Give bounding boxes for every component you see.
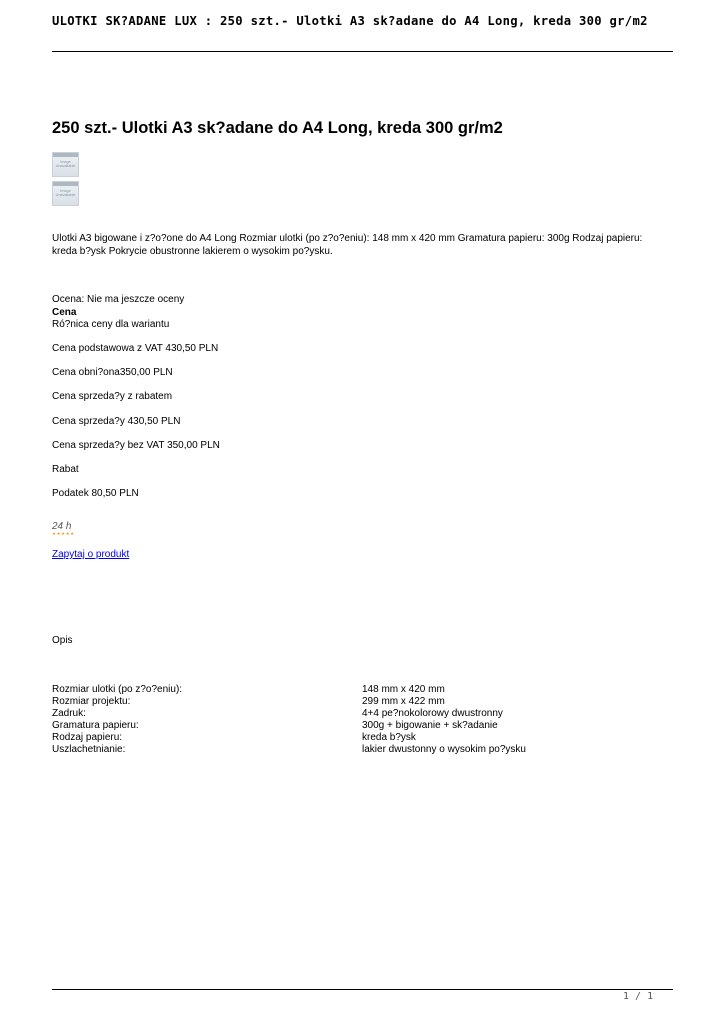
running-header: ULOTKI SK?ADANE LUX : 250 szt.- Ulotki A3 sk?adane do A4 Long, kreda 300 gr/m2 <box>52 14 648 28</box>
ask-about-product-link[interactable]: Zapytaj o produkt <box>52 549 130 560</box>
header-divider <box>52 51 673 52</box>
spec-label: Uszlachetnianie: <box>52 744 126 755</box>
reduced-price: Cena obni?ona350,00 PLN <box>52 367 173 378</box>
delivery-24h-logo: 24 h <box>52 521 72 532</box>
placeholder-text: Image <box>60 189 71 193</box>
spec-value: lakier dwustonny o wysokim po?ysku <box>362 744 526 755</box>
product-title: 250 szt.- Ulotki A3 sk?adane do A4 Long, kreda 300 gr/m2 <box>52 119 503 137</box>
variant-price-diff: Ró?nica ceny dla wariantu <box>52 319 170 330</box>
placeholder-text: Unavailable <box>55 193 76 197</box>
image-placeholder-icon <box>53 182 78 186</box>
image-placeholder-icon <box>53 153 78 157</box>
product-description: Ulotki A3 bigowane i z?o?one do A4 Long Rozmiar ulotki (po z?o?eniu): 148 mm x 420 mm Gramatura papieru: 300g Rodzaj papieru: kreda b?ysk Pokrycie obustronne lakierem o wysokim po?ysku. <box>52 233 643 257</box>
spec-label: Rozmiar projektu: <box>52 696 131 707</box>
tax-amount: Podatek 80,50 PLN <box>52 488 139 499</box>
spec-value: 300g + bigowanie + sk?adanie <box>362 720 498 731</box>
rating-text: Ocena: Nie ma jeszcze oceny <box>52 294 185 305</box>
spec-value: kreda b?ysk <box>362 732 416 743</box>
placeholder-text: Image <box>60 160 71 164</box>
price-heading: Cena <box>52 307 77 318</box>
sale-price-net: Cena sprzeda?y bez VAT 350,00 PLN <box>52 440 220 451</box>
spec-label: Gramatura papieru: <box>52 720 139 731</box>
sale-price: Cena sprzeda?y 430,50 PLN <box>52 416 181 427</box>
discount-label: Rabat <box>52 464 79 475</box>
placeholder-text: Unavailable <box>55 164 76 168</box>
footer-divider <box>52 989 673 990</box>
base-price: Cena podstawowa z VAT 430,50 PLN <box>52 343 219 354</box>
spec-value: 148 mm x 420 mm <box>362 684 445 695</box>
description-heading: Opis <box>52 635 73 646</box>
spec-label: Rodzaj papieru: <box>52 732 123 743</box>
spec-value: 4+4 pe?nokolorowy dwustronny <box>362 708 503 719</box>
page-number: 1 / 1 <box>623 991 654 1002</box>
spec-label: Rozmiar ulotki (po z?o?eniu): <box>52 684 183 695</box>
sale-price-with-discount: Cena sprzeda?y z rabatem <box>52 391 173 402</box>
spec-label: Zadruk: <box>52 708 86 719</box>
product-image-placeholder[interactable] <box>52 181 79 206</box>
product-image-placeholder[interactable] <box>52 152 79 177</box>
spec-value: 299 mm x 422 mm <box>362 696 445 707</box>
star-rating-icon: ★★★★★ <box>52 531 75 536</box>
